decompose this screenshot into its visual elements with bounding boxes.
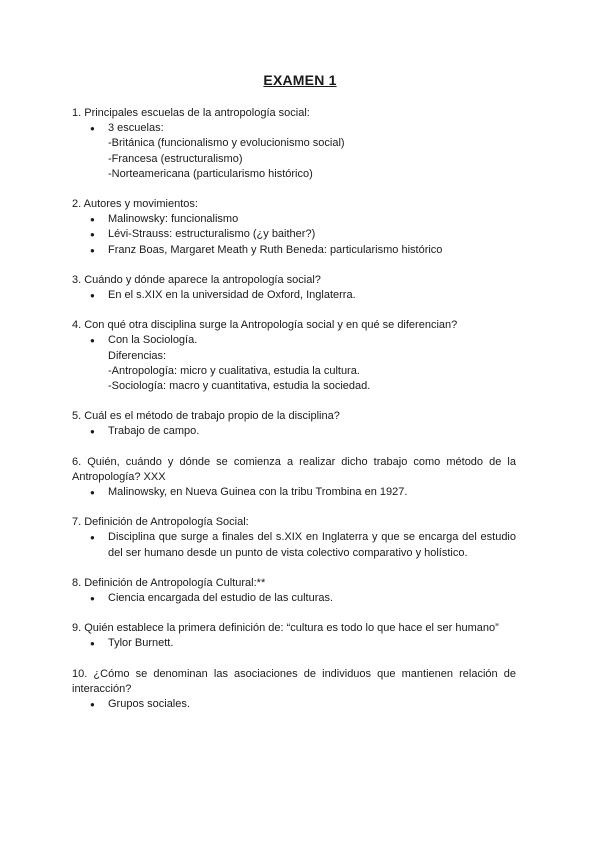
answer-bullet: ● Malinowsky, en Nueva Guinea con la tribu Trombina en 1927.: [108, 485, 516, 500]
question-2: [72, 197, 516, 258]
question-8: [72, 576, 516, 606]
question-text: 8. Definición de Antropología Cultural:**: [72, 576, 266, 589]
question-text: 2. Autores y movimientos:: [72, 198, 198, 211]
answer-list: [72, 333, 516, 394]
answer-bullet: ● En el s.XIX en la universidad de Oxford, Inglaterra.: [108, 288, 516, 303]
answer-text: Con la Sociología.: [108, 334, 198, 347]
answer-bullet: ● Trabajo de campo.: [108, 424, 516, 439]
answer-subline: -Francesa (estructuralismo): [108, 152, 243, 165]
answer-list: [72, 485, 516, 500]
question-7: [72, 515, 516, 561]
answer-list: [72, 591, 516, 606]
answer-text: 3 escuelas:: [108, 122, 164, 135]
answer-subline: Diferencias:: [108, 349, 167, 362]
answer-list: [72, 424, 516, 439]
answer-bullet: ● Ciencia encargada del estudio de las culturas.: [108, 591, 516, 606]
answer-subline: -Británica (funcionalismo y evolucionismo social): [108, 137, 345, 150]
question-text: 5. Cuál es el método de trabajo propio de la disciplina?: [72, 410, 340, 423]
answer-list: [72, 212, 516, 258]
answer-bullet: ● Tylor Burnett.: [108, 636, 516, 651]
question-5: [72, 409, 516, 439]
answer-bullet: ● Franz Boas, Margaret Meath y Ruth Beneda: particularismo histórico: [108, 243, 516, 258]
question-4: [72, 318, 516, 394]
question-text: 10. ¿Cómo se denominan las asociaciones de individuos que mantienen relación de interacción?: [72, 667, 516, 695]
answer-bullet: ● Grupos sociales.: [108, 697, 516, 712]
question-3: [72, 273, 516, 303]
answer-subline: -Sociología: macro y cuantitativa, estudia la sociedad.: [108, 380, 371, 393]
answer-list: [72, 636, 516, 651]
question-text: 6. Quién, cuándo y dónde se comienza a realizar dicho trabajo como método de la Antropología? XXX: [72, 455, 516, 483]
question-text: 1. Principales escuelas de la antropología social:: [72, 107, 310, 119]
answer-bullet: ● Malinowsky: funcionalismo: [108, 212, 516, 227]
question-text: 7. Definición de Antropología Social:: [72, 516, 249, 529]
question-9: [72, 621, 516, 651]
answer-subline: -Norteamericana (particularismo histórico): [108, 167, 313, 180]
question-list: [72, 106, 516, 727]
question-text: 3. Cuándo y dónde aparece la antropología social?: [72, 273, 321, 286]
question-1: [72, 106, 516, 182]
answer-bullet: [108, 333, 516, 394]
exam-title: EXAMEN 1: [263, 72, 337, 88]
question-10: [72, 667, 516, 713]
answer-list: [72, 697, 516, 712]
answer-list: [72, 121, 516, 182]
question-text: 4. Con qué otra disciplina surge la Antropología social y en qué se diferencian?: [72, 319, 458, 332]
answer-list: [72, 530, 516, 560]
answer-bullet: [108, 121, 516, 182]
answer-list: [72, 288, 516, 303]
answer-bullet: ● Lévi-Strauss: estructuralismo (¿y baither?): [108, 227, 516, 242]
question-6: [72, 455, 516, 501]
answer-bullet: ● Disciplina que surge a finales del s.XIX en Inglaterra y que se encarga del estudio del ser humano desde un punto de vista colectivo comparativo y holístico.: [108, 530, 516, 560]
question-text: 9. Quién establece la primera definición de: “cultura es todo lo que hace el ser humano”: [72, 622, 499, 635]
answer-subline: -Antropología: micro y cualitativa, estudia la cultura.: [108, 364, 360, 377]
